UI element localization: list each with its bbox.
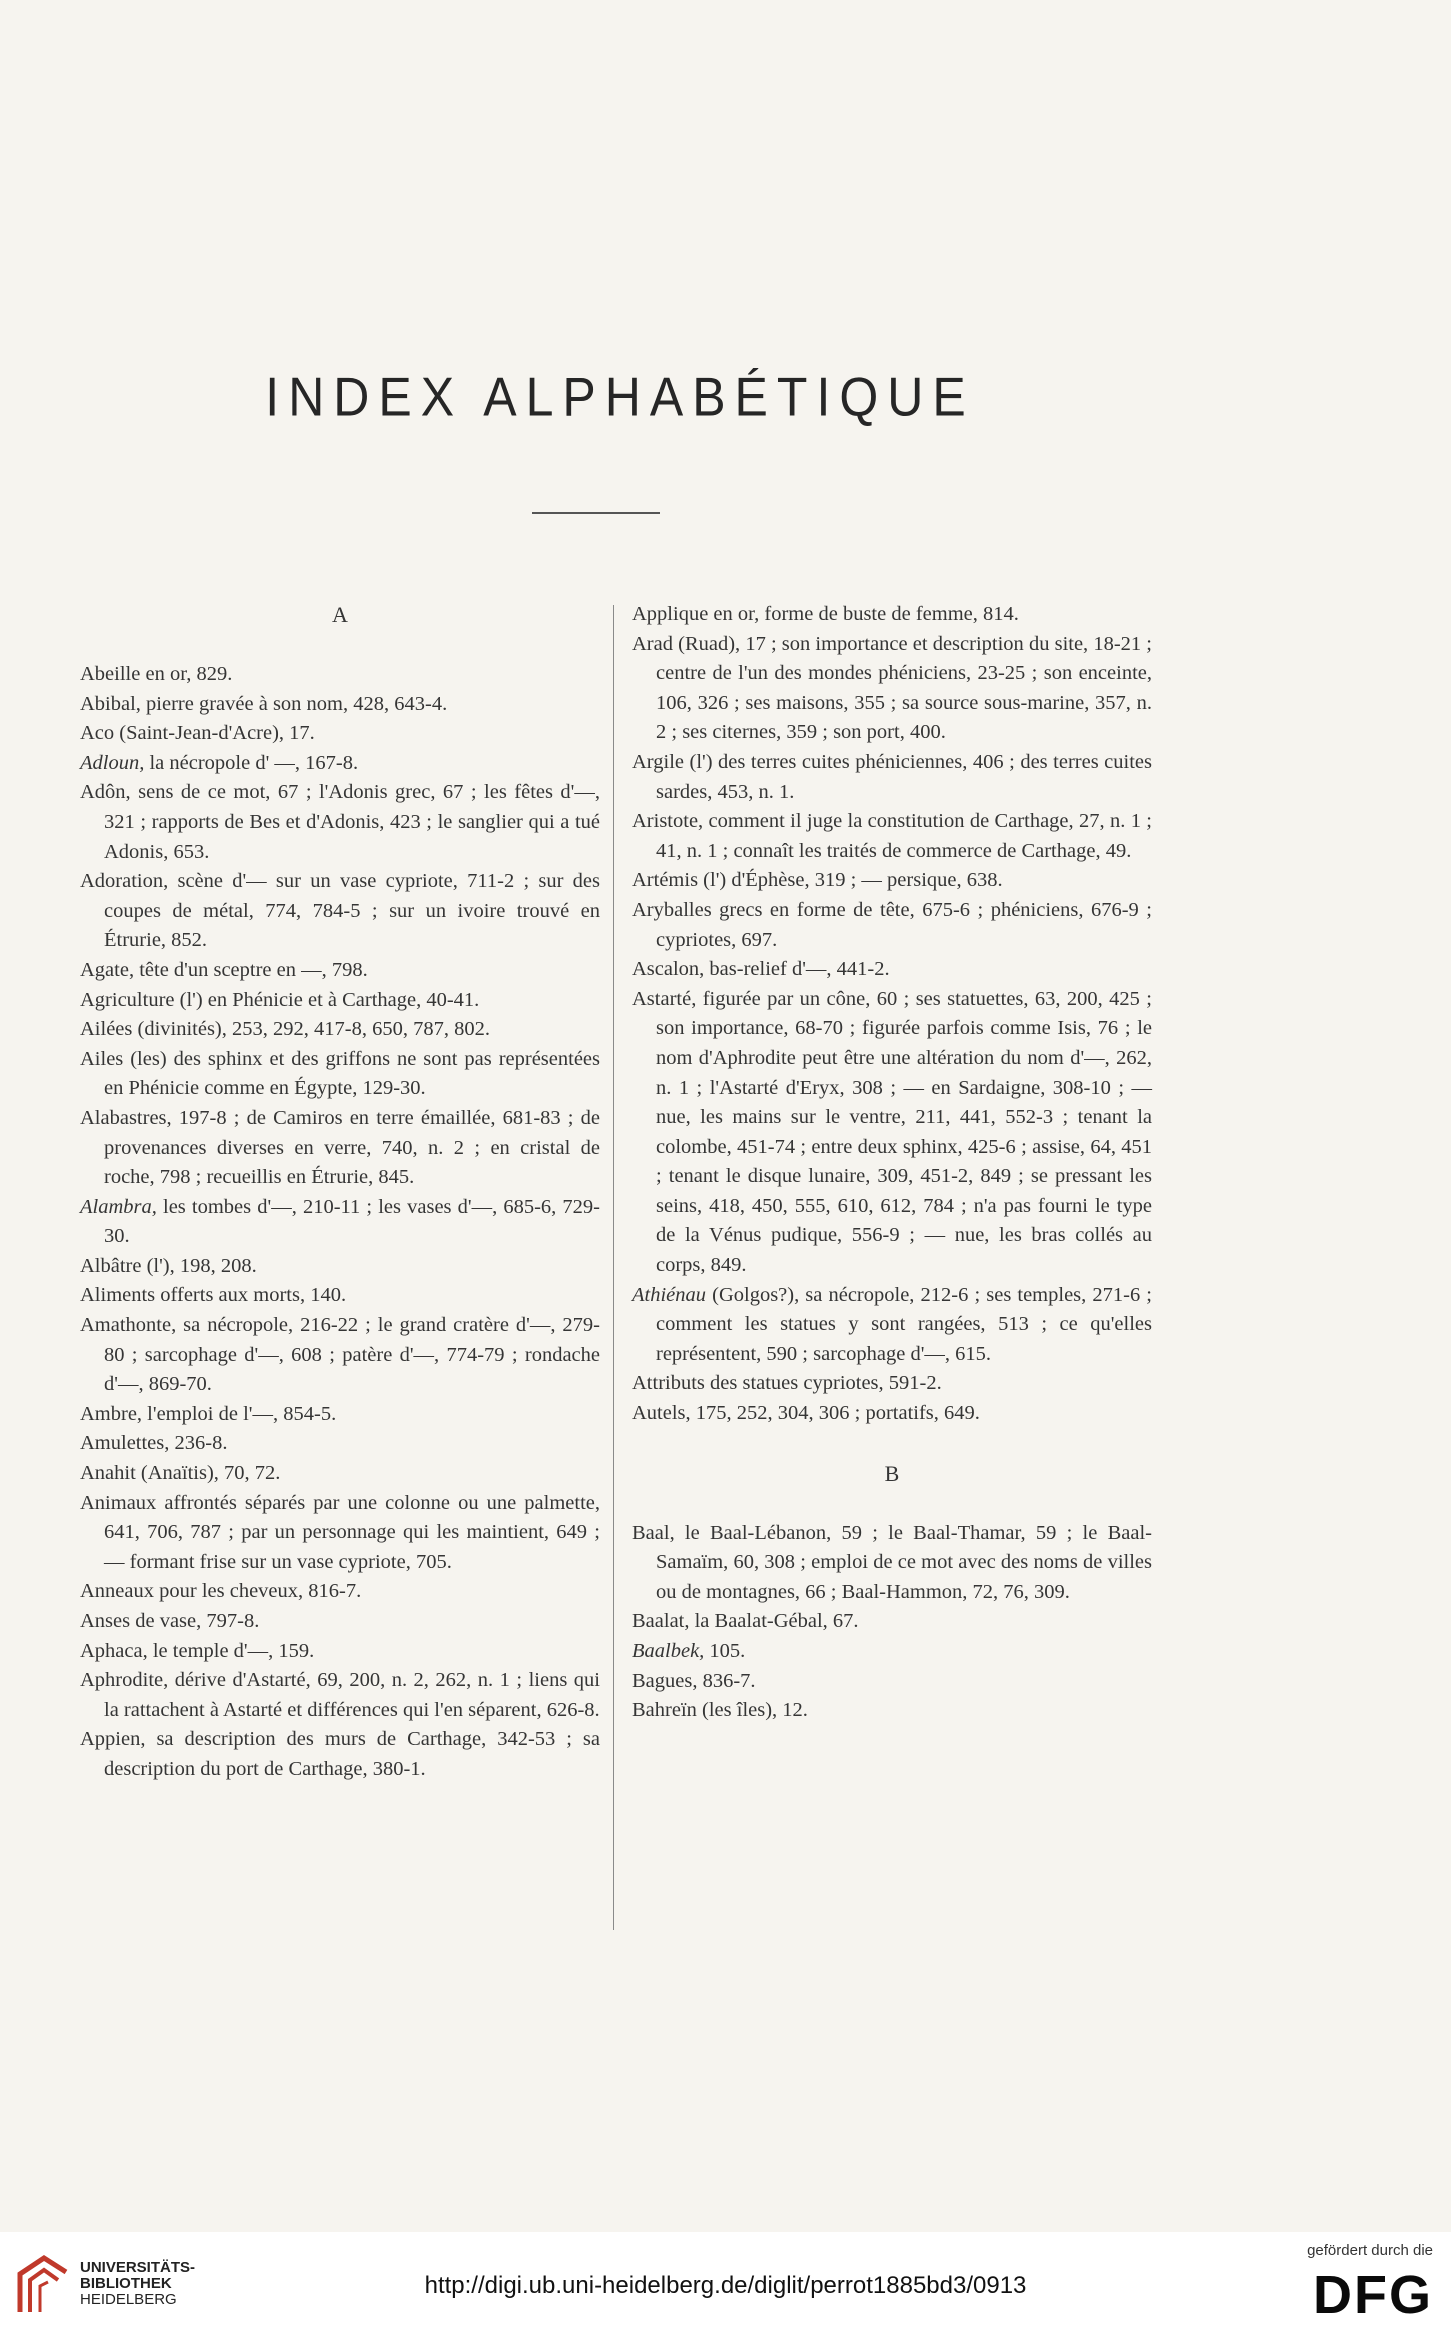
- entry-text: Baal, le Baal-Lébanon, 59 ; le Baal-Thamar, 59 ; le Baal-Samaïm, 60, 308 ; emploi de ce mot avec des noms de villes ou de montagnes, 66 ; Baal-Hammon, 72, 76, 309.: [632, 1521, 1152, 1603]
- index-entry: [80, 1193, 600, 1252]
- index-entry: [632, 1369, 1152, 1399]
- entry-term: Alambra,: [80, 1195, 157, 1218]
- entry-text: les tombes d'—, 210-11 ; les vases d'—, 685-6, 729-30.: [104, 1195, 600, 1248]
- index-entry: [632, 1519, 1152, 1608]
- index-entry: [80, 956, 600, 986]
- entry-text: Anses de vase, 797-8.: [80, 1610, 260, 1632]
- entry-text: Adoration, scène d'— sur un vase cypriote, 711-2 ; sur des coupes de métal, 774, 784-5 ; sur un ivoire trouvé en Étrurie, 852.: [80, 870, 600, 952]
- index-entry: [632, 1399, 1152, 1429]
- index-entry: [632, 630, 1152, 748]
- entry-text: Attributs des statues cypriotes, 591-2.: [632, 1372, 942, 1395]
- index-entry: [80, 1725, 600, 1784]
- index-entry: [80, 1400, 600, 1430]
- funding-note: gefördert durch die: [1307, 2242, 1433, 2259]
- entry-text: Anahit (Anaïtis), 70, 72.: [80, 1462, 281, 1485]
- index-entry: [632, 1281, 1152, 1370]
- footer-bar: [0, 2232, 1451, 2338]
- index-entry: [632, 1637, 1152, 1667]
- index-entry: [80, 690, 600, 720]
- index-entry: [80, 1045, 600, 1104]
- entry-text: Baalat, la Baalat-Gébal, 67.: [632, 1610, 859, 1633]
- entry-text: Autels, 175, 252, 304, 306 ; portatifs, 649.: [632, 1402, 980, 1425]
- index-entry: [632, 1696, 1152, 1726]
- entry-text: Aphaca, le temple d'—, 159.: [80, 1639, 315, 1662]
- entry-text: Aliments offerts aux morts, 140.: [80, 1284, 347, 1307]
- entry-text: Abeille en or, 829.: [80, 663, 233, 685]
- index-entry: [80, 867, 600, 956]
- index-entry: [80, 1015, 600, 1045]
- entry-text: Agate, tête d'un sceptre en —, 798.: [80, 958, 368, 981]
- entry-text: Aco (Saint-Jean-d'Acre), 17.: [80, 722, 315, 745]
- library-name-line: UNIVERSITÄTS-: [80, 2259, 196, 2276]
- index-entry: [80, 1429, 600, 1459]
- entry-text: Albâtre (l'), 198, 208.: [80, 1254, 257, 1277]
- entry-text: Amathonte, sa nécropole, 216-22 ; le grand cratère d'—, 279-80 ; sarcophage d'—, 608 ; patère d'—, 774-79 ; rondache d'—, 869-70.: [80, 1314, 600, 1396]
- entry-text: Aphrodite, dérive d'Astarté, 69, 200, n. 2, 262, n. 1 ; liens qui la rattachent à Astarté et différences qui l'en séparent, 626-8.: [80, 1669, 600, 1721]
- index-entry: [632, 896, 1152, 955]
- index-entry: [80, 1104, 600, 1193]
- title-rule: [532, 512, 660, 514]
- entry-text: Artémis (l') d'Éphèse, 319 ; — persique, 638.: [632, 869, 1003, 892]
- index-entry: [80, 660, 600, 690]
- index-entry: [632, 866, 1152, 896]
- page-title: INDEX ALPHABÉTIQUE: [265, 366, 975, 428]
- entry-text: Amulettes, 236-8.: [80, 1432, 228, 1455]
- library-name-line: HEIDELBERG: [80, 2291, 177, 2308]
- index-entry: [632, 985, 1152, 1281]
- entry-text: 105.: [704, 1640, 746, 1662]
- entry-text: Ailes (les) des sphinx et des griffons ne sont pas représentées en Phénicie comme en Égypte, 129-30.: [80, 1047, 600, 1100]
- entry-text: Abibal, pierre gravée à son nom, 428, 643-4.: [80, 692, 448, 715]
- entry-text: Applique en or, forme de buste de femme, 814.: [632, 603, 1019, 625]
- entry-text: Alabastres, 197-8 ; de Camiros en terre émaillée, 681-83 ; de provenances diverses en verre, 740, n. 2 ; en cristal de roche, 798 ; recueillis en Étrurie, 845.: [80, 1106, 600, 1189]
- entry-term: Athiénau: [632, 1283, 707, 1306]
- dfg-logo: DFG: [1313, 2265, 1433, 2325]
- index-column-right: [632, 600, 1152, 1726]
- entry-text: Animaux affrontés séparés par une colonne ou une palmette, 641, 706, 787 ; par un personnage qui les maintient, 649 ; — formant frise sur un vase cypriote, 705.: [80, 1491, 600, 1573]
- index-entry: [632, 748, 1152, 807]
- entry-text: Ailées (divinités), 253, 292, 417-8, 650, 787, 802.: [80, 1018, 490, 1041]
- index-entry: [80, 1459, 600, 1489]
- entry-text: Bahreïn (les îles), 12.: [632, 1699, 808, 1722]
- index-entry: [80, 1311, 600, 1400]
- index-entry: [80, 719, 600, 749]
- index-entry: [80, 749, 600, 779]
- library-name-line: BIBLIOTHEK: [80, 2275, 172, 2292]
- entry-text: Aryballes grecs en forme de tête, 675-6 ; phéniciens, 676-9 ; cypriotes, 697.: [632, 898, 1152, 951]
- index-entry: [80, 1281, 600, 1311]
- entry-text: Adôn, sens de ce mot, 67 ; l'Adonis grec, 67 ; les fêtes d'—, 321 ; rapports de Bes et d'Adonis, 423 ; le sanglier qui a tué Adonis, 653.: [80, 781, 600, 863]
- index-entry: [80, 1666, 600, 1725]
- index-entry: [632, 807, 1152, 866]
- entry-text: Ascalon, bas-relief d'—, 441-2.: [632, 958, 890, 981]
- entry-text: Aristote, comment il juge la constitution de Carthage, 27, n. 1 ; 41, n. 1 ; connaît les traités de commerce de Carthage, 49.: [632, 810, 1152, 862]
- entry-text: Anneaux pour les cheveux, 816-7.: [80, 1580, 362, 1603]
- section-letter: A: [332, 602, 348, 627]
- index-column-left: [80, 600, 600, 1785]
- entry-text: la nécropole d' —, 167-8.: [144, 751, 359, 774]
- index-entry: [632, 1607, 1152, 1637]
- index-entry: [632, 600, 1152, 630]
- entry-term: Baalbek,: [632, 1640, 705, 1662]
- index-entry: [80, 1489, 600, 1578]
- entry-term: Adloun,: [80, 751, 145, 774]
- index-entry: [80, 1637, 600, 1667]
- index-entry: [80, 986, 600, 1016]
- entry-text: (Golgos?), sa nécropole, 212-6 ; ses temples, 271-6 ; comment les statues y sont rangées, 513 ; ce qu'elles représentent, 590 ; sarcophage d'—, 615.: [656, 1283, 1152, 1365]
- entry-text: Ambre, l'emploi de l'—, 854-5.: [80, 1402, 337, 1425]
- entry-text: Arad (Ruad), 17 ; son importance et description du site, 18-21 ; centre de l'un des mondes phéniciens, 23-25 ; son enceinte, 106, 326 ; ses maisons, 355 ; sa source sous-marine, 357, n. 2 ; ses citernes, 359 ; son port, 400.: [632, 632, 1152, 744]
- index-entry: [632, 1667, 1152, 1697]
- index-entry: [80, 1252, 600, 1282]
- index-entry: [632, 955, 1152, 985]
- column-divider: [613, 605, 614, 1930]
- index-entry: [80, 1607, 600, 1637]
- entry-text: Astarté, figurée par un cône, 60 ; ses statuettes, 63, 200, 425 ; son importance, 68-70 ; figurée parfois comme Isis, 76 ; le nom d'Aphrodite peut être une altération du nom d'—, 262, n. 1 ; l'Astarté d'Eryx, 308 ; — en Sardaigne, 308-10 ; — nue, les mains sur le ventre, 211, 441, 552-3 ; tenant la colombe, 451-74 ; entre deux sphinx, 425-6 ; assise, 64, 451 ; tenant le disque lunaire, 309, 451-2, 849 ; se pressant les seins, 418, 450, 555, 610, 612, 784 ; n'a pas fourni le type de la Vénus pudique, 556-9 ; — nue, les bras collés au corps, 849.: [632, 987, 1152, 1277]
- source-url-link[interactable]: http://digi.ub.uni-heidelberg.de/diglit/perrot1885bd3/0913: [424, 2272, 1027, 2299]
- entry-text: Agriculture (l') en Phénicie et à Carthage, 40-41.: [80, 988, 480, 1011]
- entry-text: Appien, sa description des murs de Carthage, 342-53 ; sa description du port de Carthage, 380-1.: [80, 1728, 600, 1780]
- index-entry: [80, 778, 600, 867]
- index-entry: [80, 1577, 600, 1607]
- section-letter: B: [884, 1460, 900, 1486]
- entry-text: Bagues, 836-7.: [632, 1669, 756, 1692]
- entry-text: Argile (l') des terres cuites phéniciennes, 406 ; des terres cuites sardes, 453, n. 1.: [632, 750, 1152, 803]
